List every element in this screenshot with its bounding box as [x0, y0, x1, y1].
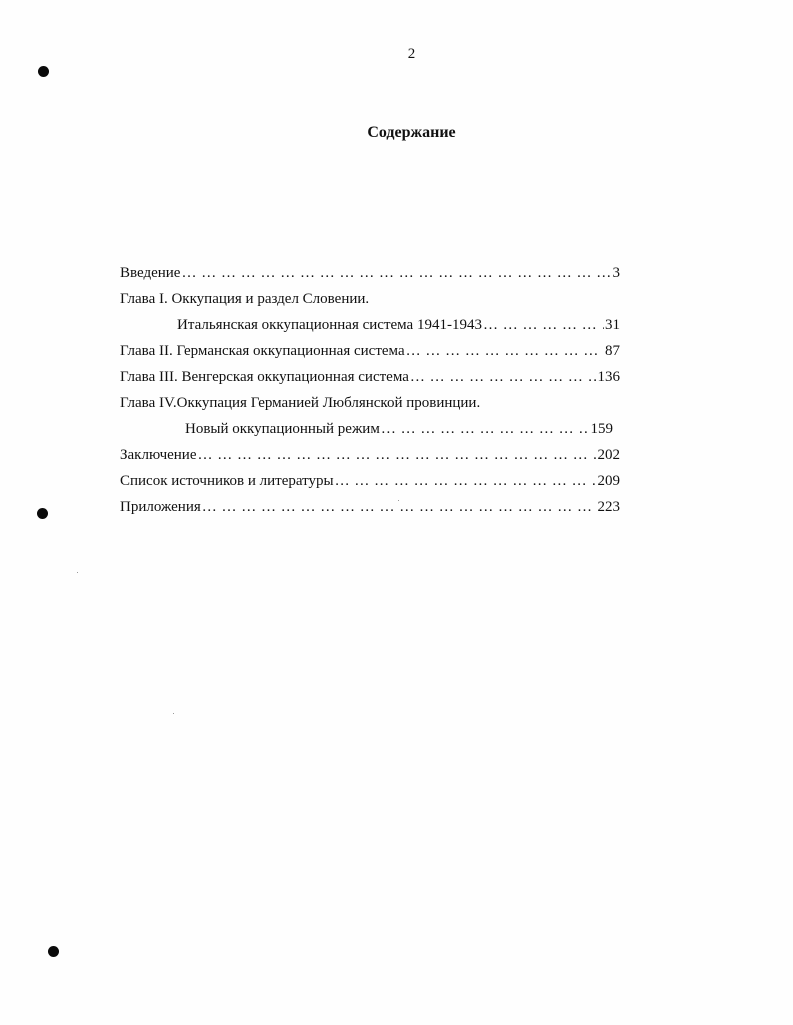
- toc-entry-page: 159: [590, 421, 613, 437]
- toc-entry-sources: [120, 470, 620, 496]
- toc-dot-leader: [406, 340, 604, 362]
- toc-entry-label: Глава II. Германская оккупационная система: [120, 343, 405, 359]
- toc-entry-label: Список источников и литературы: [120, 473, 334, 489]
- punch-hole-mark: [37, 508, 48, 519]
- page-title: Содержание: [367, 124, 456, 141]
- toc-entry-chapter-2: [120, 340, 620, 366]
- toc-entry-introduction: [120, 262, 620, 288]
- scan-speck: [398, 500, 399, 501]
- toc-entry-chapter-4: [120, 418, 613, 444]
- toc-dot-leader: [181, 262, 611, 284]
- toc-entry-page: 209: [597, 473, 620, 489]
- toc-heading-chapter-4: [120, 392, 620, 418]
- toc-entry-appendices: [120, 496, 620, 522]
- toc-dot-leader: [335, 470, 597, 492]
- toc-dot-leader: [483, 314, 604, 336]
- toc-heading-chapter-1: [120, 288, 620, 314]
- toc-entry-page: 3: [612, 265, 620, 281]
- toc-entry-label: Глава IV.Оккупация Германией Люблянской провинции.: [120, 395, 481, 411]
- page-number: 2: [407, 46, 416, 62]
- toc-entry-label: Введение: [120, 265, 181, 281]
- toc-dot-leader: [198, 444, 597, 466]
- toc-entry-page: 136: [597, 369, 620, 385]
- toc-entry-label: Заключение: [120, 447, 197, 463]
- toc-dot-leader: [410, 366, 597, 388]
- table-of-contents: [120, 262, 620, 522]
- toc-entry-page: 31: [605, 317, 620, 333]
- toc-dot-leader: [202, 496, 597, 518]
- toc-entry-label: Новый оккупационный режим: [185, 421, 380, 437]
- toc-entry-page: 87: [605, 343, 620, 359]
- toc-entry-conclusion: [120, 444, 620, 470]
- scan-speck: [77, 572, 78, 573]
- toc-entry-label: Глава I. Оккупация и раздел Словении.: [120, 291, 370, 307]
- scan-speck: [173, 713, 174, 714]
- toc-entry-label: Приложения: [120, 499, 201, 515]
- punch-hole-mark: [38, 66, 49, 77]
- toc-entry-chapter-1: [120, 314, 620, 340]
- toc-entry-chapter-3: [120, 366, 620, 392]
- toc-dot-leader: [381, 418, 590, 440]
- toc-entry-page: 223: [597, 499, 620, 515]
- punch-hole-mark: [48, 946, 59, 957]
- toc-entry-label: Глава III. Венгерская оккупационная система: [120, 369, 409, 385]
- toc-entry-label: Итальянская оккупационная система 1941-1943: [177, 317, 482, 333]
- toc-entry-page: 202: [597, 447, 620, 463]
